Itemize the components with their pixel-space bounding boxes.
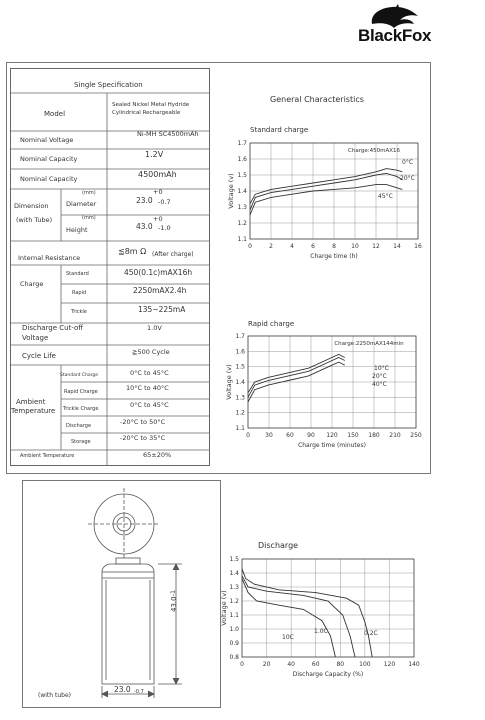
series-label: 20°C bbox=[400, 175, 415, 182]
y-tick-label: 1.2 bbox=[229, 598, 239, 605]
drawing-tube-label: (with tube) bbox=[38, 692, 71, 699]
spec-value-cycle-life: ≧500 Cycle bbox=[132, 348, 170, 356]
x-tick-label: 40 bbox=[287, 661, 295, 668]
spec-label-nominal-voltage: Nominal Voltage bbox=[20, 136, 74, 144]
x-tick-label: 140 bbox=[408, 661, 420, 668]
series-line-1 bbox=[250, 173, 402, 210]
spec-diameter-value: 23.0 bbox=[136, 196, 153, 205]
spec-height-tol-plus: +0 bbox=[153, 215, 163, 223]
spec-value-ambient-discharge: -20°C to 50°C bbox=[120, 418, 166, 426]
y-tick-label: 0.8 bbox=[229, 654, 239, 661]
spec-dimension-unit-1: (mm) bbox=[82, 190, 96, 196]
spec-label-charge-trickle: Trickle bbox=[71, 309, 87, 315]
x-tick-label: 80 bbox=[336, 661, 345, 668]
spec-value-charge-rapid: 2250mAX2.4h bbox=[133, 286, 187, 295]
spec-value-nominal-voltage: Ni-MH SC4500mAh bbox=[137, 130, 199, 138]
y-tick-label: 1.1 bbox=[229, 612, 239, 619]
spec-label-ambient-temp: Temperature bbox=[11, 407, 56, 415]
series-line-1 bbox=[242, 576, 355, 657]
y-tick-label: 1.6 bbox=[235, 348, 245, 356]
y-tick-label: 1.4 bbox=[235, 379, 245, 386]
x-tick-label: 0 bbox=[248, 243, 252, 250]
chart-standard-charge bbox=[226, 135, 426, 265]
spec-label-discharge-cutoff: Discharge Cut-off bbox=[22, 324, 84, 332]
spec-label-ambient-storage: Storage bbox=[71, 439, 91, 445]
spec-label-ambient-standard: Standard Charge bbox=[60, 373, 99, 378]
x-tick-label: 4 bbox=[290, 243, 294, 250]
x-tick-label: 12 bbox=[372, 243, 380, 250]
spec-label-height: Height bbox=[66, 226, 88, 234]
spec-value-discharge-cutoff: 1.0V bbox=[147, 324, 162, 332]
spec-value-model-2: Cylindrical Rechargeable bbox=[112, 110, 181, 116]
spec-label-charge-standard: Standard bbox=[66, 271, 89, 277]
x-axis-label: Charge time (h) bbox=[310, 253, 358, 260]
spec-label-diameter: Diameter bbox=[66, 200, 97, 208]
drawing-height-label: 43.0 bbox=[170, 596, 178, 612]
spec-value-charge-trickle: 135~225mA bbox=[138, 305, 186, 314]
spec-note-internal-resistance: (After charge) bbox=[152, 251, 194, 258]
chart1-title: Standard charge bbox=[250, 126, 309, 134]
series-label: 40°C bbox=[372, 381, 387, 388]
y-tick-label: 0.9 bbox=[229, 640, 239, 647]
series-label: 0.2C bbox=[364, 630, 378, 637]
y-tick-label: 1.3 bbox=[237, 204, 247, 211]
spec-value-ambient-rapid: 10°C to 40°C bbox=[126, 384, 169, 392]
chart-annotation: Charge:2250mAX144min bbox=[334, 341, 404, 347]
spec-value-charge-standard: 450(0.1c)mAX16h bbox=[124, 268, 193, 277]
spec-value-nominal-capacity-1: 1.2V bbox=[145, 150, 164, 159]
spec-dimension-unit-2: (mm) bbox=[82, 215, 96, 221]
spec-diameter-tol-minus: -0.7 bbox=[158, 198, 171, 206]
general-characteristics-title: General Characteristics bbox=[270, 95, 364, 104]
spec-value-ambient-trickle: 0°C to 45°C bbox=[130, 401, 169, 409]
spec-label-ambient-rapid: Rapid Charge bbox=[64, 389, 98, 395]
y-tick-label: 1.0 bbox=[229, 626, 239, 633]
spec-label-dimension-tube: (with Tube) bbox=[16, 216, 53, 224]
cell-drawing bbox=[22, 480, 219, 706]
y-tick-label: 1.2 bbox=[237, 220, 247, 227]
spec-value-ambient-standard: 0°C to 45°C bbox=[130, 369, 169, 377]
chart-annotation: Charge:450mAX16 bbox=[348, 148, 400, 154]
y-tick-label: 1.3 bbox=[229, 584, 239, 591]
x-tick-label: 16 bbox=[414, 243, 422, 250]
x-tick-label: 180 bbox=[368, 432, 380, 439]
brand-name: BlackFox bbox=[358, 26, 432, 45]
spec-label-ambient-trickle: Trickle Charge bbox=[63, 406, 99, 412]
spec-label-charge: Charge bbox=[20, 280, 44, 288]
x-tick-label: 8 bbox=[332, 243, 336, 250]
spec-diameter-tol-plus: +0 bbox=[153, 188, 163, 196]
x-tick-label: 60 bbox=[311, 661, 320, 668]
spec-value-internal-resistance: ≦8m Ω bbox=[118, 247, 147, 256]
series-line-1 bbox=[248, 358, 345, 398]
x-tick-label: 100 bbox=[359, 661, 371, 668]
x-tick-label: 60 bbox=[286, 432, 294, 439]
y-tick-label: 1.1 bbox=[237, 236, 247, 243]
x-tick-label: 20 bbox=[262, 661, 271, 668]
y-tick-label: 1.1 bbox=[235, 425, 245, 432]
chart2-title: Rapid charge bbox=[248, 320, 295, 328]
y-tick-label: 1.5 bbox=[229, 556, 239, 563]
drawing-diameter-tol: -0.7 bbox=[134, 689, 144, 695]
spec-label-discharge-cutoff-2: Voltage bbox=[22, 334, 49, 342]
spec-value-nominal-capacity-2: 4500mAh bbox=[138, 170, 177, 179]
plot-frame bbox=[242, 559, 414, 657]
y-axis-label: Voltage (v) bbox=[220, 590, 228, 626]
y-tick-label: 1.7 bbox=[235, 333, 245, 340]
spec-value-model-1: Sealed Nickel Metal Hydride bbox=[112, 102, 190, 108]
chart-rapid-charge bbox=[224, 328, 429, 458]
x-tick-label: 6 bbox=[311, 243, 315, 250]
x-tick-label: 250 bbox=[410, 432, 422, 439]
spec-label-ambient: Ambient bbox=[16, 398, 46, 406]
x-tick-label: 2 bbox=[269, 243, 273, 250]
y-tick-label: 1.5 bbox=[237, 172, 247, 179]
spec-label-cycle-life: Cycle Life bbox=[22, 352, 56, 360]
y-axis-label: Voltage (v) bbox=[227, 173, 235, 209]
y-tick-label: 1.5 bbox=[235, 363, 245, 371]
x-tick-label: 150 bbox=[347, 432, 359, 439]
drawing-diameter-label: 23.0 bbox=[114, 685, 131, 694]
x-tick-label: 120 bbox=[383, 661, 396, 668]
x-tick-label: 10 bbox=[351, 243, 359, 250]
x-tick-label: 90 bbox=[307, 432, 315, 439]
series-label: 20°C bbox=[372, 373, 387, 380]
spec-label-ambient-discharge: Discharge bbox=[66, 423, 92, 429]
series-line-2 bbox=[242, 569, 372, 657]
x-tick-label: 120 bbox=[326, 432, 338, 439]
spec-height-tol-minus: -1.0 bbox=[158, 224, 171, 232]
spec-label-internal-resistance: Internal Resistance bbox=[18, 254, 81, 262]
spec-label-dimension: Dimension bbox=[14, 202, 49, 210]
chart3-title: Discharge bbox=[258, 541, 299, 550]
spec-label-nominal-capacity-2: Nominal Capacity bbox=[20, 175, 78, 183]
x-tick-label: 0 bbox=[246, 432, 250, 439]
spec-value-ambient-storage: -20°C to 35°C bbox=[120, 434, 166, 442]
y-tick-label: 1.4 bbox=[237, 188, 247, 195]
spec-label-model: Model bbox=[44, 110, 66, 118]
series-label: 45°C bbox=[378, 193, 393, 200]
spec-label-ambient-temperature-row: Ambient Temperature bbox=[20, 453, 75, 459]
spec-value-ambient-temperature-row: 65±20% bbox=[143, 451, 172, 459]
y-axis-label: Voltage (v) bbox=[225, 364, 233, 400]
spec-label-charge-rapid: Rapid bbox=[72, 290, 87, 296]
series-label: 0°C bbox=[402, 159, 414, 166]
spec-label-nominal-capacity-1: Nominal Capacity bbox=[20, 155, 78, 163]
y-tick-label: 1.4 bbox=[229, 570, 239, 577]
x-tick-label: 210 bbox=[389, 432, 401, 439]
x-axis-label: Charge time (minutes) bbox=[298, 442, 366, 449]
x-tick-label: 30 bbox=[265, 432, 273, 439]
y-tick-label: 1.3 bbox=[235, 394, 245, 402]
y-tick-label: 1.2 bbox=[235, 409, 245, 417]
series-label: 1.0C bbox=[314, 628, 328, 635]
spec-height-value: 43.0 bbox=[136, 222, 153, 231]
series-label: 10C bbox=[282, 634, 294, 641]
y-tick-label: 1.7 bbox=[237, 140, 247, 147]
series-label: 10°C bbox=[374, 365, 389, 372]
x-tick-label: 0 bbox=[240, 661, 244, 668]
chart-discharge bbox=[218, 553, 430, 688]
x-axis-label: Discharge Capacity (%) bbox=[292, 671, 364, 678]
y-tick-label: 1.6 bbox=[237, 156, 247, 163]
drawing-height-tol: -1 bbox=[170, 590, 177, 596]
spec-title: Single Specification bbox=[74, 81, 143, 89]
x-tick-label: 14 bbox=[393, 243, 401, 250]
